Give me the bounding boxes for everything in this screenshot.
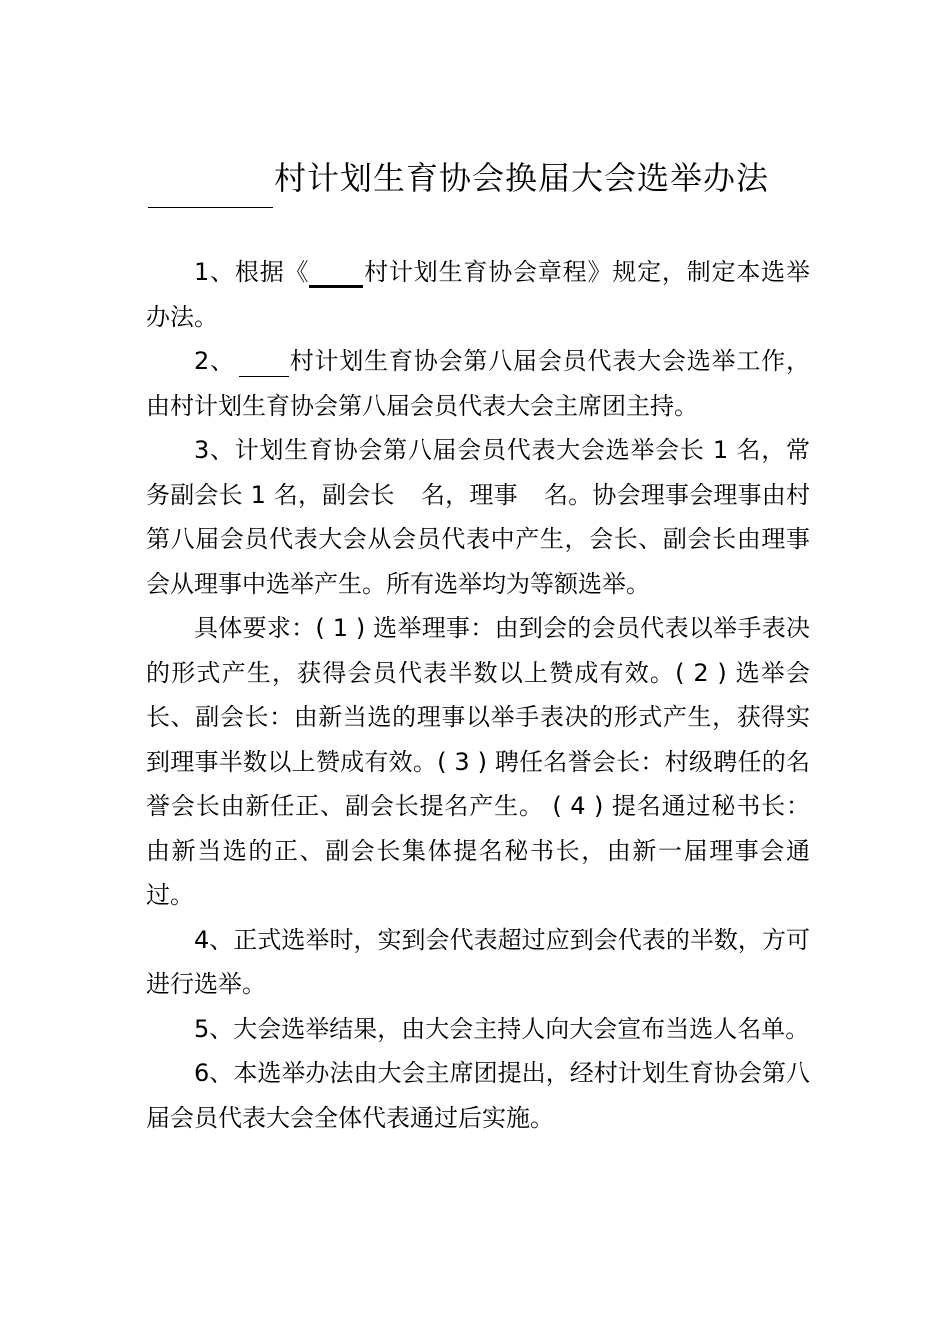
paragraph-5: 5、大会选举结果，由大会主持人向大会宣布当选人名单。 — [194, 1014, 810, 1043]
paragraph-requirements: 具体要求：( 1 ) 选举理事：由到会的会员代表以举手表决的形式产生，获得会员代表半数以上赞成有效。( 2 ) 选举会长、副会长：由新当选的理事以举手表决的形式产生，获得实到理事半数以上赞成有效。( 3 ) 聘任名誉会长：村级聘任的名誉会长由新任正、副会长提名产生。 ( 4 ) 提名通过秘书长：由新当选的正、副会长集体提名秘书长，由新一届理事会通过。 — [146, 614, 810, 909]
fill-in-blank — [309, 255, 363, 288]
paragraph-1-text: 村计划生育协会章程》规定，制定本选举办法。 — [146, 258, 810, 331]
paragraph-3-part-b: 名，理事 — [420, 480, 518, 509]
paragraph-3 — [146, 428, 810, 606]
title-blank-line — [148, 207, 273, 208]
paragraph-1-prefix: 1、根据《 — [194, 258, 310, 286]
document-body — [146, 250, 810, 1140]
paragraph-2 — [146, 339, 810, 428]
paragraph-3-part-c: 名。协会理事会理事由村第八届会员代表大会从会员代表中产生，会长、副会长由理事会从理事中选举产生。所有选举均为等额选举。 — [146, 480, 811, 598]
paragraph-1 — [146, 250, 810, 339]
paragraph-6: 6、本选举办法由大会主席团提出，经村计划生育协会第八届会员代表大会全体代表通过后实施。 — [146, 1059, 810, 1132]
document-title: 村计划生育协会换届大会选举办法 — [274, 159, 770, 197]
paragraph-4: 4、正式选举时，实到会代表超过应到会代表的半数，方可进行选举。 — [146, 925, 810, 998]
paragraph-3-part-a: 3、计划生育协会第八届会员代表大会选举会长 1 名，常务副会长 1 名，副会长 — [146, 436, 810, 509]
paragraph-2-prefix: 2、 — [194, 347, 235, 375]
fill-in-blank — [239, 346, 289, 377]
paragraph-2-text: 村计划生育协会第八届会员代表大会选举工作，由村计划生育协会第八届会员代表大会主席团主持。 — [146, 347, 810, 420]
